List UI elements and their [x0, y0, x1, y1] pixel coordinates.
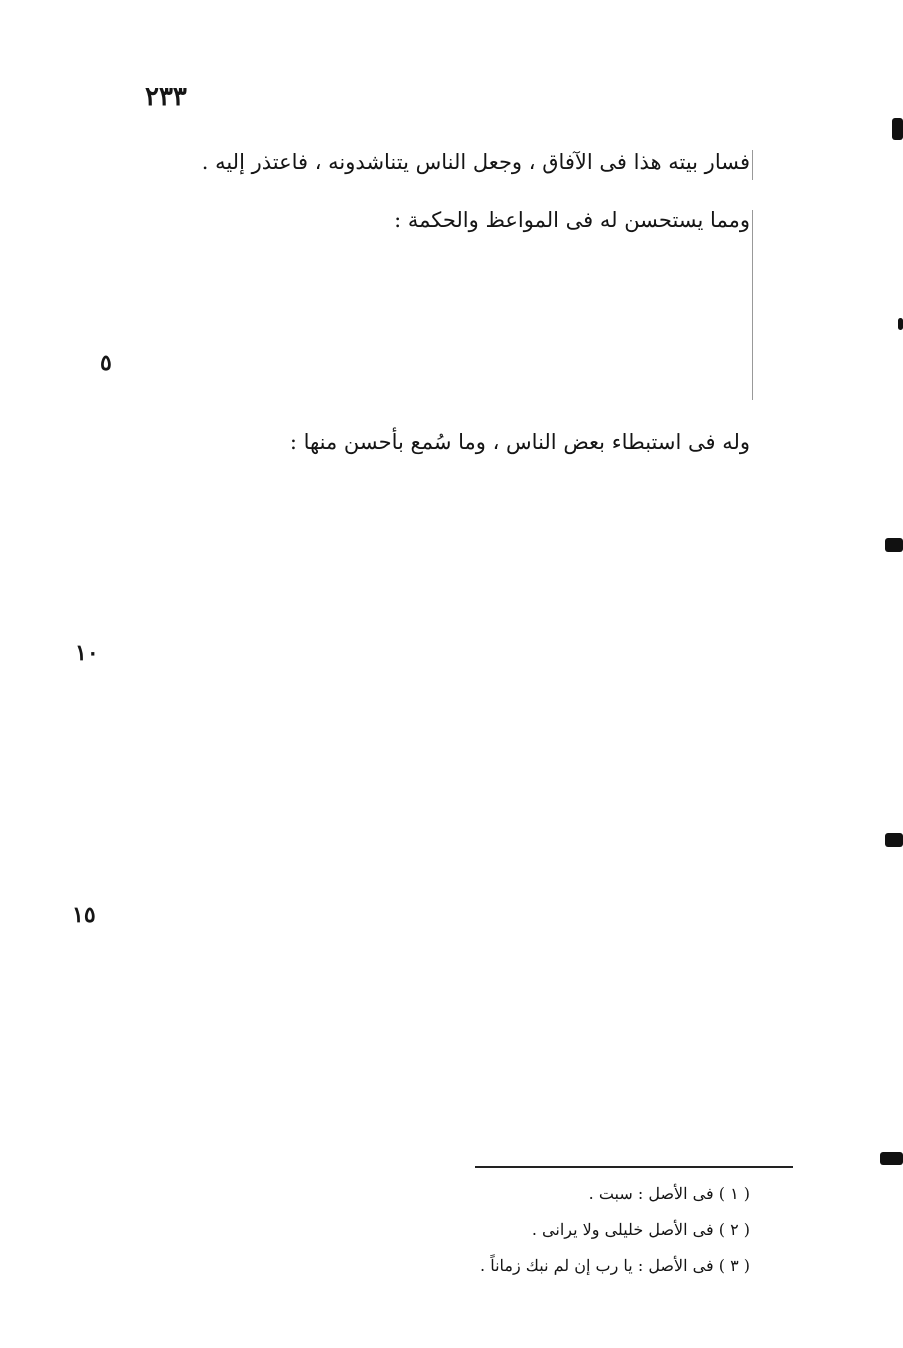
footnote: ( ١ ) فى الأصل : سبت .: [588, 1184, 750, 1203]
edge-mark: [892, 118, 903, 140]
prose-line: ومما يستحسن له فى المواعظ والحكمة :: [394, 208, 750, 232]
margin-line: [752, 150, 753, 180]
line-number: ١٥: [72, 902, 96, 928]
prose-line: وله فى استبطاء بعض الناس ، وما سُمع بأحسن منها :: [289, 430, 750, 454]
edge-mark: [880, 1152, 903, 1165]
line-number: ٥: [100, 350, 112, 376]
margin-line: [752, 210, 753, 400]
edge-mark: [898, 318, 903, 330]
edge-mark: [885, 538, 903, 552]
edge-mark: [885, 833, 903, 847]
footnote: ( ٣ ) فى الأصل : يا رب إن لم نبك زماناً .: [480, 1256, 750, 1275]
prose-line: فسار بيته هذا فى الآفاق ، وجعل الناس يتناشدونه ، فاعتذر إليه .: [201, 150, 750, 174]
footnote-rule: [475, 1166, 793, 1168]
line-number: ١٠: [75, 640, 99, 666]
page-number: ٢٣٣: [145, 82, 187, 112]
footnote: ( ٢ ) فى الأصل خليلى ولا يرانى .: [531, 1220, 750, 1239]
